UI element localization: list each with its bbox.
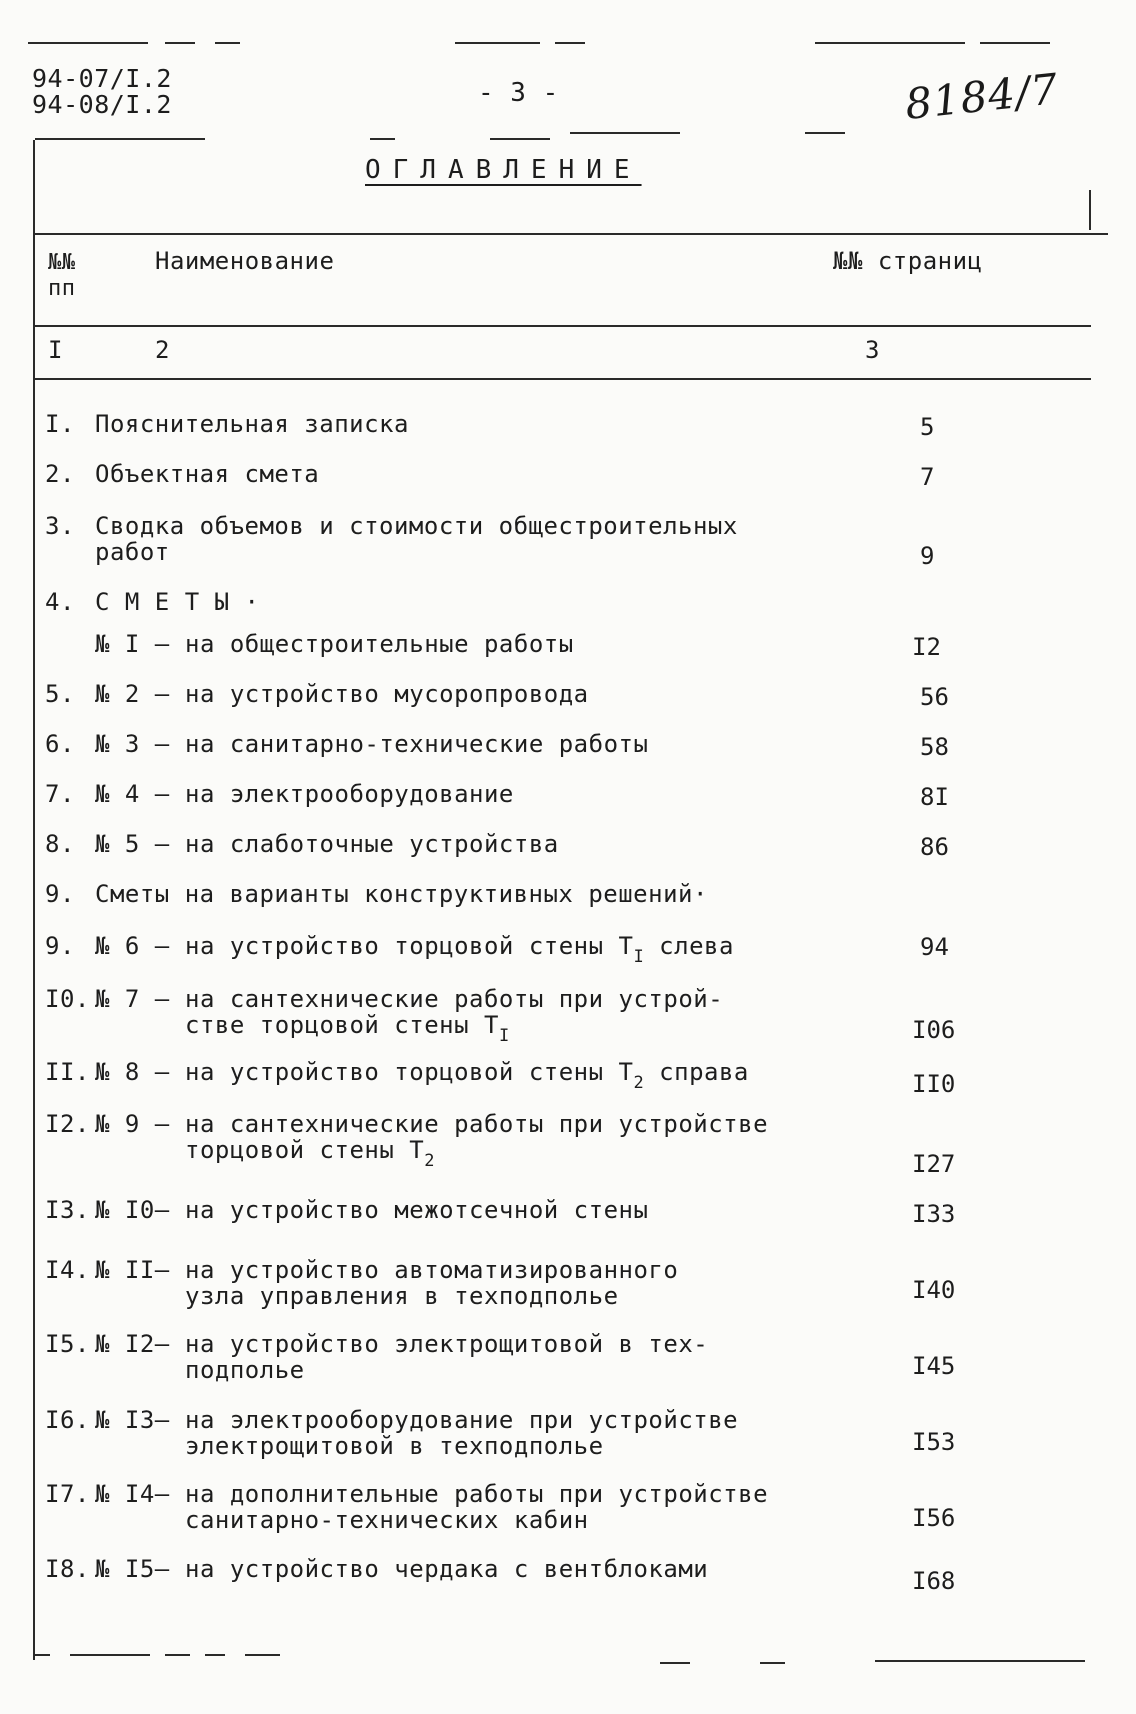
page-number-value: I40	[912, 1276, 956, 1304]
bottom-dash	[70, 1654, 150, 1656]
entry-text-line: Объектная смета	[95, 460, 320, 488]
column-index-3: 3	[865, 336, 880, 364]
page-number-value: 8I	[920, 783, 949, 811]
header-dash	[805, 132, 845, 134]
right-tick	[1089, 190, 1091, 230]
page-number-value: I06	[912, 1016, 956, 1044]
top-dash	[980, 42, 1050, 44]
row-number: I0.	[45, 985, 90, 1013]
numbering-rule	[33, 378, 1091, 380]
left-border	[33, 140, 35, 1660]
row-number: I8.	[45, 1555, 90, 1583]
subscript: I	[633, 947, 645, 967]
top-dash	[165, 42, 195, 44]
bottom-dash	[760, 1662, 785, 1664]
page-number-value: 56	[920, 683, 949, 711]
estimate-number: № 9 –	[95, 1110, 170, 1138]
estimate-number: № I0–	[95, 1196, 170, 1224]
entry-text-line: санитарно-технических кабин	[185, 1506, 589, 1534]
entry-text-tail: справа	[644, 1058, 749, 1086]
row-number: I6.	[45, 1406, 90, 1434]
entry-text-line: Сметы на варианты конструктивных решений·	[95, 880, 708, 908]
column-name-header: Наименование	[155, 247, 335, 275]
page-number-value: I27	[912, 1150, 956, 1178]
page-number-value: 86	[920, 833, 949, 861]
estimate-number: № 5 –	[95, 830, 170, 858]
entry-text-line: на устройство торцовой стены $Т_I$ слева	[185, 932, 734, 967]
estimate-number: № 7 –	[95, 985, 170, 1013]
entry-text-line: на электрооборудование при устройстве	[185, 1406, 739, 1434]
estimate-number: № I2–	[95, 1330, 170, 1358]
estimate-number: № 2 –	[95, 680, 170, 708]
header-dash	[490, 138, 550, 140]
top-dash	[455, 42, 540, 44]
top-dash	[815, 42, 965, 44]
entry-text-line: Пояснительная записка	[95, 410, 409, 438]
estimate-number: № 4 –	[95, 780, 170, 808]
row-number: 8.	[45, 830, 75, 858]
entry-text-line: на устройство автоматизированного	[185, 1256, 679, 1284]
row-number: 5.	[45, 680, 75, 708]
entry-text-line: на электрооборудование	[185, 780, 514, 808]
entry-text-line: на сантехнические работы при устройстве	[185, 1110, 769, 1138]
top-dash	[555, 42, 585, 44]
entry-text-line: узла управления в техподполье	[185, 1282, 619, 1310]
top-dash	[28, 42, 148, 44]
entry-text-line: на устройство торцовой стены $Т_2$ справа	[185, 1058, 749, 1093]
bottom-dash	[165, 1654, 190, 1656]
entry-text-line: электрощитовой в техподполье	[185, 1432, 604, 1460]
document-code-1: 94-07/I.2	[32, 64, 172, 93]
entry-text-line: Сводка объемов и стоимости общестроительных	[95, 512, 738, 540]
row-number: I2.	[45, 1110, 90, 1138]
header-dash	[35, 138, 205, 140]
subscript: 2	[633, 1073, 645, 1093]
row-number: II.	[45, 1058, 90, 1086]
entry-text-line: подполье	[185, 1356, 305, 1384]
bottom-dash	[35, 1654, 50, 1656]
estimate-number: № I4–	[95, 1480, 170, 1508]
estimate-number: № 3 –	[95, 730, 170, 758]
handwritten-reference: 8184/7	[902, 64, 1061, 129]
header-bottom-rule	[33, 325, 1091, 327]
row-number: 2.	[45, 460, 75, 488]
row-number: I5.	[45, 1330, 90, 1358]
row-number: I.	[45, 410, 75, 438]
row-number: I3.	[45, 1196, 90, 1224]
bottom-dash	[875, 1660, 1085, 1662]
estimate-number: № 8 –	[95, 1058, 170, 1086]
subscript: I	[498, 1026, 510, 1046]
row-number: 6.	[45, 730, 75, 758]
entry-text-line: на устройство межотсечной стены	[185, 1196, 649, 1224]
bottom-dash	[245, 1654, 280, 1656]
row-number: I7.	[45, 1480, 90, 1508]
header-dash	[570, 132, 680, 134]
header-dash	[370, 138, 395, 140]
page-number-value: I45	[912, 1352, 956, 1380]
entry-text-tail: слева	[644, 932, 734, 960]
page-number-value: 7	[920, 463, 935, 491]
entry-text-line: на сантехнические работы при устрой-	[185, 985, 724, 1013]
row-number: 9.	[45, 932, 75, 960]
page-title: ОГЛАВЛЕНИЕ	[365, 155, 642, 185]
column-index-1: I	[48, 336, 63, 364]
column-number-header: №№ пп	[48, 250, 76, 301]
entry-text-line: на дополнительные работы при устройстве	[185, 1480, 769, 1508]
entry-text-line: стве торцовой стены $Т_I$	[185, 1011, 510, 1046]
estimate-number: № II–	[95, 1256, 170, 1284]
column-pages-header: №№ страниц	[833, 247, 983, 275]
page-number-value: I53	[912, 1428, 956, 1456]
page-number: - 3 -	[478, 78, 559, 108]
row-number: 4.	[45, 588, 75, 616]
page-number-value: 94	[920, 933, 949, 961]
column-index-2: 2	[155, 336, 170, 364]
page-number-value: I56	[912, 1504, 956, 1532]
estimate-number: № 6 –	[95, 932, 170, 960]
row-number: 3.	[45, 512, 75, 540]
header-top-rule	[33, 233, 1108, 235]
estimate-number: № I –	[95, 630, 170, 658]
subscript: 2	[424, 1151, 435, 1171]
entry-text-line: на слаботочные устройства	[185, 830, 559, 858]
estimate-number: № I5–	[95, 1555, 170, 1583]
entry-text-line: С М Е Т Ы ·	[95, 588, 260, 616]
bottom-dash	[205, 1654, 225, 1656]
bottom-dash	[660, 1662, 690, 1664]
entry-text-line: на устройство чердака с вентблоками	[185, 1555, 709, 1583]
page-number-value: 58	[920, 733, 949, 761]
page-number-value: I68	[912, 1567, 956, 1595]
top-dash	[215, 42, 240, 44]
page-number-value: 9	[920, 542, 935, 570]
entry-text-line: работ	[95, 538, 170, 566]
estimate-number: № I3–	[95, 1406, 170, 1434]
page-number-value: 5	[920, 413, 935, 441]
document-code-2: 94-08/I.2	[32, 90, 172, 119]
entry-text-line: на устройство мусоропровода	[185, 680, 589, 708]
row-number: I4.	[45, 1256, 90, 1284]
page-number-value: I2	[912, 633, 941, 661]
entry-text-line: на общестроительные работы	[185, 630, 574, 658]
entry-text-line: торцовой стены $Т_2$	[185, 1136, 435, 1171]
page-number-value: I33	[912, 1200, 956, 1228]
row-number: 7.	[45, 780, 75, 808]
entry-text-line: на санитарно-технические работы	[185, 730, 649, 758]
page-number-value: II0	[912, 1070, 956, 1098]
row-number: 9.	[45, 880, 75, 908]
entry-text-line: на устройство электрощитовой в тех-	[185, 1330, 709, 1358]
